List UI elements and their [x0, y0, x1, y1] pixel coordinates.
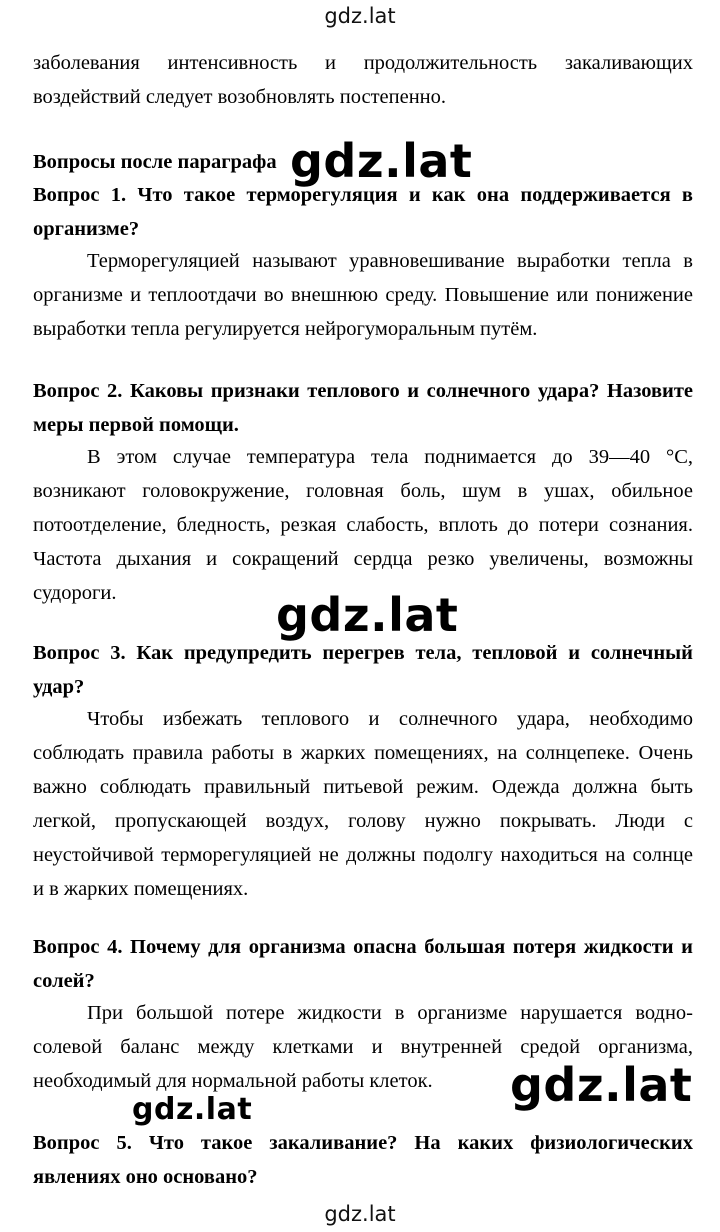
question-4: Вопрос 4. Почему для организма опасна большая потеря жидкости и солей?: [33, 936, 693, 992]
question-5: Вопрос 5. Что такое закаливание? На каких физиологических явлениях оно основано?: [33, 1132, 693, 1188]
site-footer: gdz.lat: [324, 1202, 396, 1226]
watermark: gdz.lat: [510, 1058, 693, 1112]
watermark: gdz.lat: [132, 1092, 253, 1127]
answer-2: В этом случае температура тела поднимается до 39—40 °С, возникают головокружение, головная боль, шум в ушах, обильное потоотделение, бледность, резкая слабость, вплоть до потери сознания. Частота дыхания и сокращений сердца резко увеличены, возможны судороги.: [33, 446, 693, 604]
site-header: gdz.lat: [324, 4, 396, 28]
intro-paragraph: заболевания интенсивность и продолжительность закаливающих воздействий следует возобновлять постепенно.: [33, 52, 693, 108]
watermark: gdz.lat: [290, 134, 473, 188]
answer-1: Терморегуляцией называют уравновешивание выработки тепла в организме и теплоотдачи во внешнюю среду. Повышение или понижение выработки тепла регулируется нейрогуморальным путём.: [33, 250, 693, 340]
answer-4: При большой потере жидкости в организме нарушается водно-солевой баланс между клетками и внутренней средой организма, необходимый для нормальной работы клеток.: [33, 1002, 693, 1092]
section-heading: Вопросы после параграфа: [33, 151, 277, 173]
question-2: Вопрос 2. Каковы признаки теплового и солнечного удара? Назовите меры первой помощи.: [33, 380, 693, 436]
question-3: Вопрос 3. Как предупредить перегрев тела, тепловой и солнечный удар?: [33, 642, 693, 698]
watermark: gdz.lat: [276, 588, 459, 642]
answer-3: Чтобы избежать теплового и солнечного удара, необходимо соблюдать правила работы в жарких помещениях, на солнцепеке. Очень важно соблюдать правильный питьевой режим. Одежда должна быть легкой, пропускающей воздух, голову нужно покрывать. Люди с неустойчивой терморегуляцией не должны подолгу находиться на солнце и в жарких помещениях.: [33, 708, 693, 900]
question-1: Вопрос 1. Что такое терморегуляция и как она поддерживается в организме?: [33, 184, 693, 240]
